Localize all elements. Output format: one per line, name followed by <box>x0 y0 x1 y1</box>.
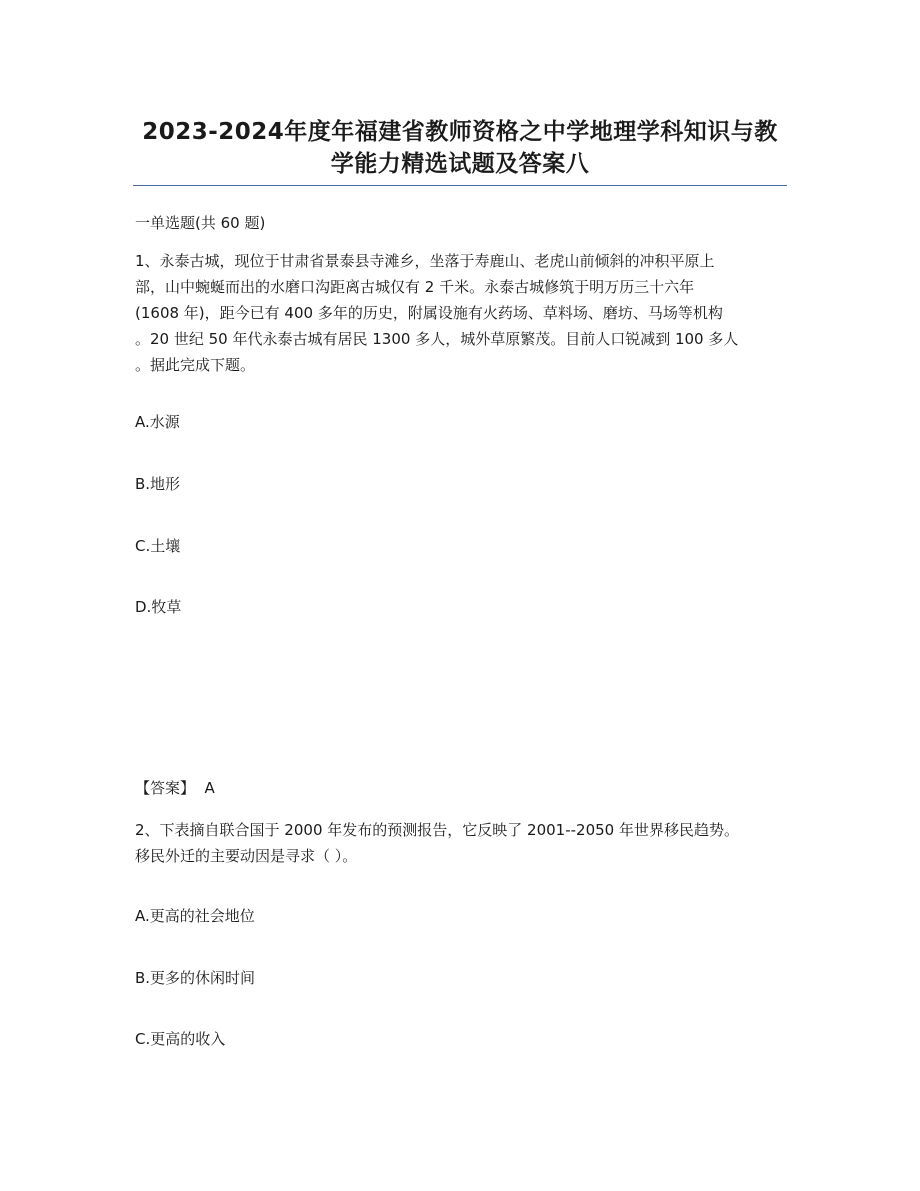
title-line-2: 学能力精选试题及答案八 <box>330 151 590 177</box>
question-1-line: 。20 世纪 50 年代永泰古城有居民 1300 多人，城外草原繁茂。目前人口锐减到 100 多人 <box>135 330 739 348</box>
document-title <box>133 116 787 180</box>
question-1-answer: 【答案】 A <box>135 779 215 797</box>
question-1-line: (1608 年)，距今已有 400 多年的历史，附属设施有火药场、草料场、磨坊、马场等机构 <box>135 304 723 322</box>
question-1-option-b: B.地形 <box>135 475 181 493</box>
question-2-stem <box>135 817 787 869</box>
question-2-option-a: A.更高的社会地位 <box>135 907 255 925</box>
question-2-option-c: C.更高的收入 <box>135 1030 226 1048</box>
question-2-line: 2、下表摘自联合国于 2000 年发布的预测报告，它反映了 2001--2050 年世界移民趋势。 <box>135 821 739 839</box>
question-1-option-d: D.牧草 <box>135 598 182 616</box>
question-1-option-a: A.水源 <box>135 413 180 431</box>
section-label: 一单选题(共 60 题) <box>135 214 266 232</box>
question-1-line: 1、永泰古城，现位于甘肃省景泰县寺滩乡，坐落于寿鹿山、老虎山前倾斜的冲积平原上 <box>135 252 715 270</box>
question-1-line: 。据此完成下题。 <box>135 356 256 374</box>
question-1-option-c: C.土壤 <box>135 537 181 555</box>
title-line-1: 2023-2024年度年福建省教师资格之中学地理学科知识与教 <box>142 119 778 145</box>
question-1-stem <box>135 248 787 378</box>
question-1-line: 部，山中蜿蜒而出的水磨口沟距离古城仅有 2 千米。永泰古城修筑于明万历三十六年 <box>135 278 695 296</box>
title-divider <box>133 185 787 186</box>
question-2-option-b: B.更多的休闲时间 <box>135 969 256 987</box>
question-2-line: 移民外迁的主要动因是寻求（ ）。 <box>135 847 358 865</box>
